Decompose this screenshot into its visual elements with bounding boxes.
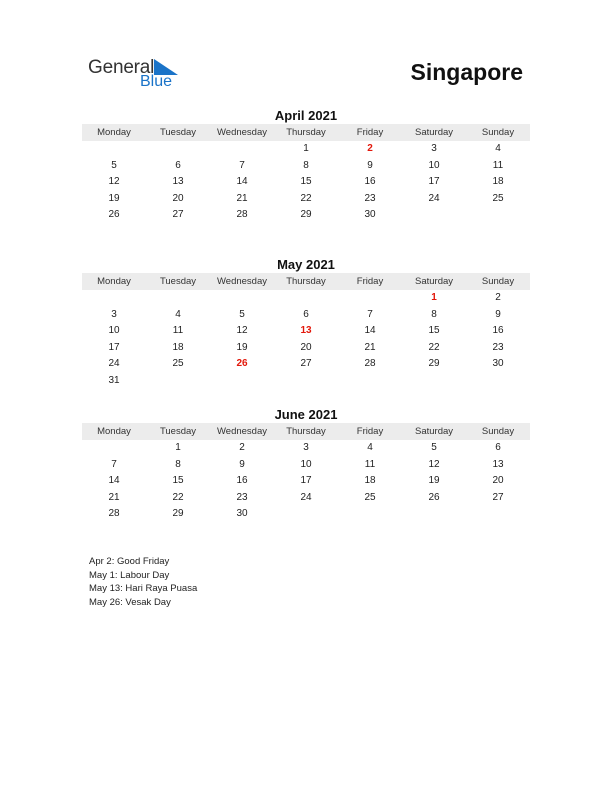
date-cell: 11 (172, 325, 184, 337)
weekday-label: Wednesday (217, 127, 267, 138)
week-row (82, 473, 530, 490)
weekday-label: Thursday (286, 276, 326, 287)
date-cell: 12 (236, 325, 248, 337)
date-cell (82, 141, 146, 158)
date-cell: 29 (172, 508, 184, 520)
date-cell: 7 (111, 458, 117, 470)
date-cell: 18 (172, 341, 184, 353)
date-cell (338, 506, 402, 523)
date-cell: 10 (428, 159, 440, 171)
month-may (82, 256, 530, 390)
date-cell: 31 (108, 374, 120, 386)
date-cell: 15 (172, 475, 184, 487)
country-title: Singapore (410, 59, 523, 85)
date-cell: 17 (300, 475, 312, 487)
date-cell (402, 373, 466, 390)
calendar-grid (82, 423, 530, 523)
week-row (82, 207, 530, 224)
date-cell: 8 (431, 308, 437, 320)
date-cell: 9 (239, 458, 245, 470)
date-cell: 21 (108, 491, 120, 503)
week-row (82, 158, 530, 175)
date-cell: 6 (303, 308, 309, 320)
weekday-label: Tuesday (159, 127, 197, 138)
date-cell: 21 (364, 341, 376, 353)
date-cell (466, 207, 530, 224)
date-cell (82, 440, 146, 457)
date-cell: 13 (172, 176, 184, 188)
weekday-label: Sunday (481, 127, 515, 138)
date-cell: 11 (364, 458, 376, 470)
date-cell: 25 (492, 192, 504, 204)
date-cell: 15 (300, 176, 312, 188)
date-cell (210, 141, 274, 158)
date-cell: 24 (428, 192, 440, 204)
weekday-label: Friday (356, 127, 384, 138)
date-cell: 27 (172, 209, 184, 221)
month-title: May 2021 (277, 257, 335, 272)
date-cell: 3 (431, 143, 437, 154)
weekday-label: Wednesday (217, 426, 267, 437)
date-cell: 25 (364, 491, 376, 503)
week-row (82, 307, 530, 324)
week-row (82, 141, 530, 158)
week-row (82, 457, 530, 474)
weekday-label: Tuesday (159, 276, 197, 287)
date-cell: 8 (175, 458, 181, 470)
date-cell: 3 (303, 442, 309, 453)
weekday-header-row (82, 273, 530, 290)
date-cell: 10 (108, 325, 120, 337)
week-row (82, 440, 530, 457)
date-cell: 9 (495, 308, 501, 320)
weekday-label: Saturday (414, 426, 454, 437)
weekday-header-row (82, 423, 530, 440)
month-title: April 2021 (274, 108, 338, 123)
date-cell: 22 (172, 491, 184, 503)
date-cell: 25 (172, 358, 184, 370)
date-cell (402, 207, 466, 224)
date-cell: 5 (239, 308, 245, 320)
date-cell: 21 (236, 192, 248, 204)
date-cell: 2 (495, 292, 501, 303)
month-april (82, 107, 530, 224)
date-cell (338, 290, 402, 307)
logo-word-general: General (88, 57, 155, 78)
date-cell: 5 (431, 442, 437, 453)
date-cell (274, 373, 338, 390)
date-cell (466, 373, 530, 390)
week-row (82, 340, 530, 357)
date-cell: 15 (428, 325, 440, 337)
date-cell: 20 (492, 475, 504, 487)
holiday-item: May 26: Vesak Day (89, 596, 171, 608)
date-cell: 19 (428, 475, 440, 487)
date-cell: 30 (492, 358, 504, 370)
weekday-label: Monday (97, 276, 131, 287)
date-cell: 20 (300, 341, 312, 353)
date-cell: 1 (175, 442, 181, 453)
date-cell (146, 290, 210, 307)
date-cell: 7 (239, 159, 245, 171)
date-cell: 14 (108, 475, 120, 487)
date-cell: 22 (428, 341, 440, 353)
week-row (82, 356, 530, 373)
logo-word-blue: Blue (140, 73, 173, 90)
holiday-date-cell: 13 (300, 325, 312, 337)
weekday-label: Sunday (481, 276, 515, 287)
date-cell: 23 (364, 192, 376, 204)
date-cell: 30 (364, 209, 376, 221)
date-cell: 27 (492, 491, 504, 503)
date-cell: 19 (108, 192, 120, 204)
generalblue-logo (88, 57, 198, 93)
month-june (82, 406, 530, 523)
calendar-grid (82, 124, 530, 224)
date-cell: 18 (364, 475, 376, 487)
date-cell: 12 (108, 176, 120, 188)
date-cell: 22 (300, 192, 312, 204)
date-cell (338, 373, 402, 390)
weekday-label: Thursday (286, 426, 326, 437)
date-cell: 9 (367, 159, 373, 171)
date-cell: 23 (492, 341, 504, 353)
week-row (82, 191, 530, 208)
date-cell (402, 506, 466, 523)
date-cell: 17 (108, 341, 120, 353)
date-cell: 6 (175, 159, 181, 171)
weekday-label: Tuesday (159, 426, 197, 437)
weekday-label: Thursday (286, 127, 326, 138)
date-cell: 28 (364, 358, 376, 370)
date-cell: 6 (495, 442, 501, 453)
date-cell: 24 (300, 491, 312, 503)
date-cell: 17 (428, 176, 440, 188)
date-cell: 4 (495, 143, 501, 154)
date-cell: 4 (367, 442, 373, 453)
week-row (82, 323, 530, 340)
date-cell: 18 (492, 176, 504, 188)
date-cell: 30 (236, 508, 248, 520)
date-cell: 16 (364, 176, 376, 188)
date-cell: 8 (303, 159, 309, 171)
date-cell: 16 (236, 475, 248, 487)
date-cell (146, 141, 210, 158)
calendar-grid (82, 273, 530, 390)
date-cell: 14 (364, 325, 376, 337)
weekday-label: Friday (356, 276, 384, 287)
date-cell: 28 (108, 508, 120, 520)
weekday-header-row (82, 124, 530, 141)
date-cell (210, 290, 274, 307)
date-cell: 7 (367, 308, 373, 320)
date-cell: 29 (300, 209, 312, 221)
date-cell: 4 (175, 308, 181, 320)
date-cell: 14 (236, 176, 248, 188)
date-cell: 26 (428, 491, 440, 503)
date-cell (274, 506, 338, 523)
week-row (82, 174, 530, 191)
holiday-item: May 1: Labour Day (89, 569, 170, 581)
holiday-date-cell: 1 (431, 292, 437, 303)
date-cell: 26 (108, 209, 120, 221)
date-cell (146, 373, 210, 390)
weekday-label: Saturday (414, 127, 454, 138)
weekday-label: Sunday (481, 426, 515, 437)
date-cell (82, 290, 146, 307)
date-cell: 24 (108, 358, 120, 370)
weekday-label: Saturday (414, 276, 454, 287)
holiday-date-cell: 2 (367, 143, 373, 154)
holiday-list (89, 555, 197, 609)
date-cell: 29 (428, 358, 440, 370)
date-cell: 19 (236, 341, 248, 353)
date-cell: 11 (492, 159, 504, 171)
date-cell: 5 (111, 159, 117, 171)
holiday-date-cell: 26 (236, 358, 248, 370)
week-row (82, 373, 530, 390)
date-cell: 13 (492, 458, 504, 470)
weekday-label: Wednesday (217, 276, 267, 287)
date-cell (274, 290, 338, 307)
holiday-item: Apr 2: Good Friday (89, 556, 170, 567)
date-cell (466, 506, 530, 523)
date-cell: 16 (492, 325, 504, 337)
date-cell: 10 (300, 458, 312, 470)
weekday-label: Monday (97, 426, 131, 437)
date-cell: 1 (303, 143, 309, 154)
date-cell: 12 (428, 458, 440, 470)
week-row (82, 490, 530, 507)
weekday-label: Friday (356, 426, 384, 437)
week-row (82, 506, 530, 523)
date-cell: 3 (111, 308, 117, 320)
week-row (82, 290, 530, 307)
holiday-item: May 13: Hari Raya Puasa (89, 583, 198, 594)
date-cell: 27 (300, 358, 312, 370)
weekday-label: Monday (97, 127, 131, 138)
date-cell: 23 (236, 491, 248, 503)
date-cell: 2 (239, 442, 245, 453)
date-cell (210, 373, 274, 390)
date-cell: 28 (236, 209, 248, 221)
month-title: June 2021 (274, 407, 338, 422)
date-cell: 20 (172, 192, 184, 204)
